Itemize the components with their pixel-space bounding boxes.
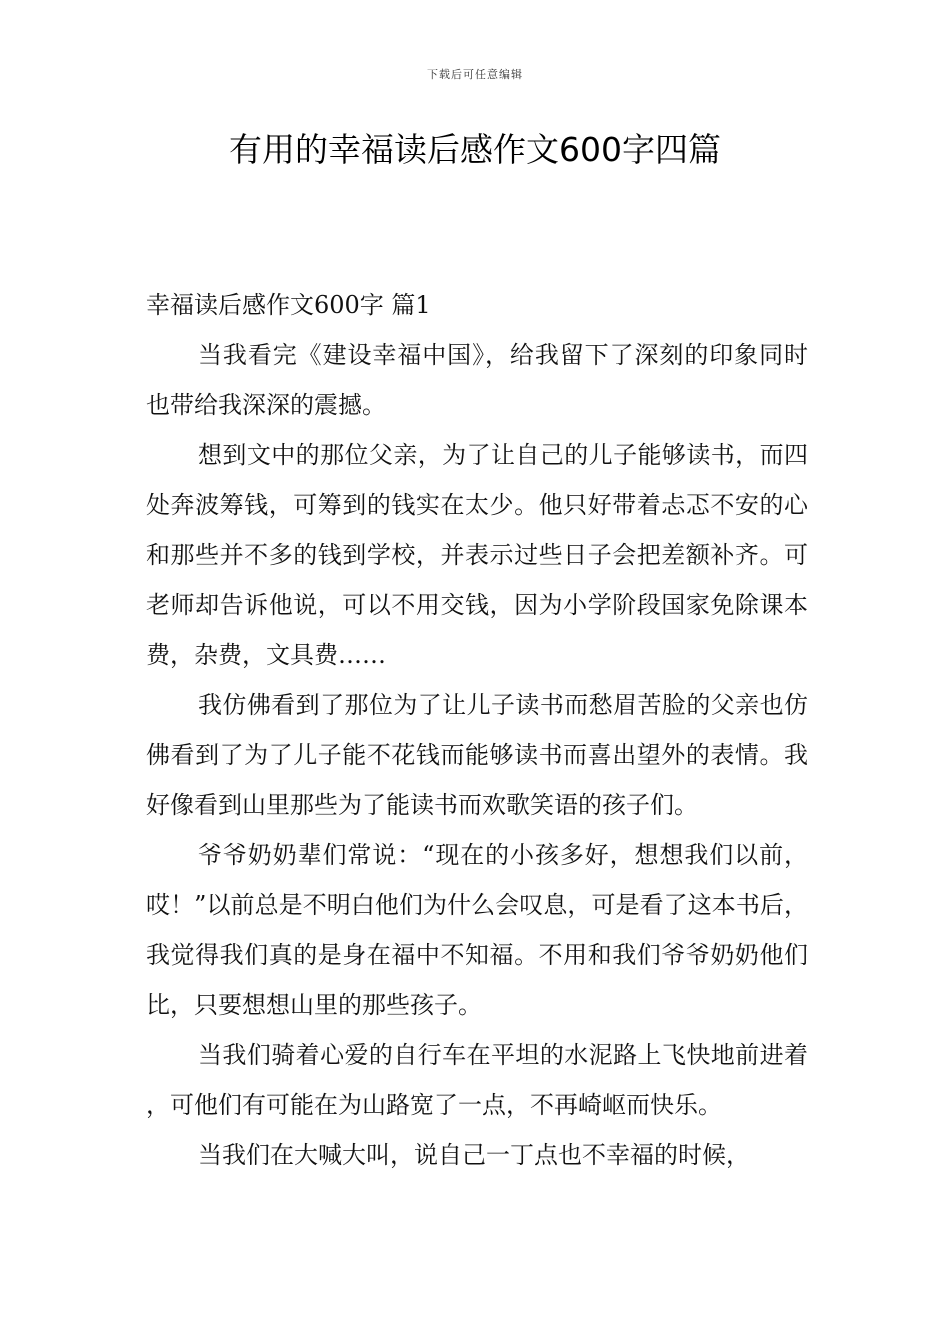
paragraph-5: 当我们骑着心爱的自行车在平坦的水泥路上飞快地前进着，可他们有可能在为山路宽了一点，不再崎岖而快乐。 bbox=[146, 1041, 808, 1119]
paragraph-3: 我仿佛看到了那位为了让儿子读书而愁眉苦脸的父亲也仿佛看到了为了儿子能不花钱而能够读书而喜出望外的表情。我好像看到山里那些为了能读书而欢歌笑语的孩子们。 bbox=[146, 691, 808, 819]
section-heading: 幸福读后感作文600字 篇1 bbox=[146, 291, 431, 319]
paragraph-6: 当我们在大喊大叫，说自己一丁点也不幸福的时候， bbox=[198, 1141, 750, 1169]
paragraph-1: 当我看完《建设幸福中国》，给我留下了深刻的印象同时也带给我深深的震撼。 bbox=[146, 341, 808, 419]
document-body bbox=[146, 280, 808, 1180]
header-note: 下载后可任意编辑 bbox=[427, 68, 523, 81]
document-title: 有用的幸福读后感作文600字四篇 bbox=[229, 130, 721, 169]
paragraph-2: 想到文中的那位父亲，为了让自己的儿子能够读书，而四处奔波筹钱，可筹到的钱实在太少。他只好带着忐忑不安的心和那些并不多的钱到学校，并表示过些日子会把差额补齐。可老师却告诉他说，可以不用交钱，因为小学阶段国家免除课本费，杂费，文具费…… bbox=[146, 441, 808, 669]
paragraph-4: 爷爷奶奶辈们常说：“现在的小孩多好，想想我们以前，哎！”以前总是不明白他们为什么会叹息，可是看了这本书后，我觉得我们真的是身在福中不知福。不用和我们爷爷奶奶他们比，只要想想山里的那些孩子。 bbox=[146, 841, 808, 1019]
